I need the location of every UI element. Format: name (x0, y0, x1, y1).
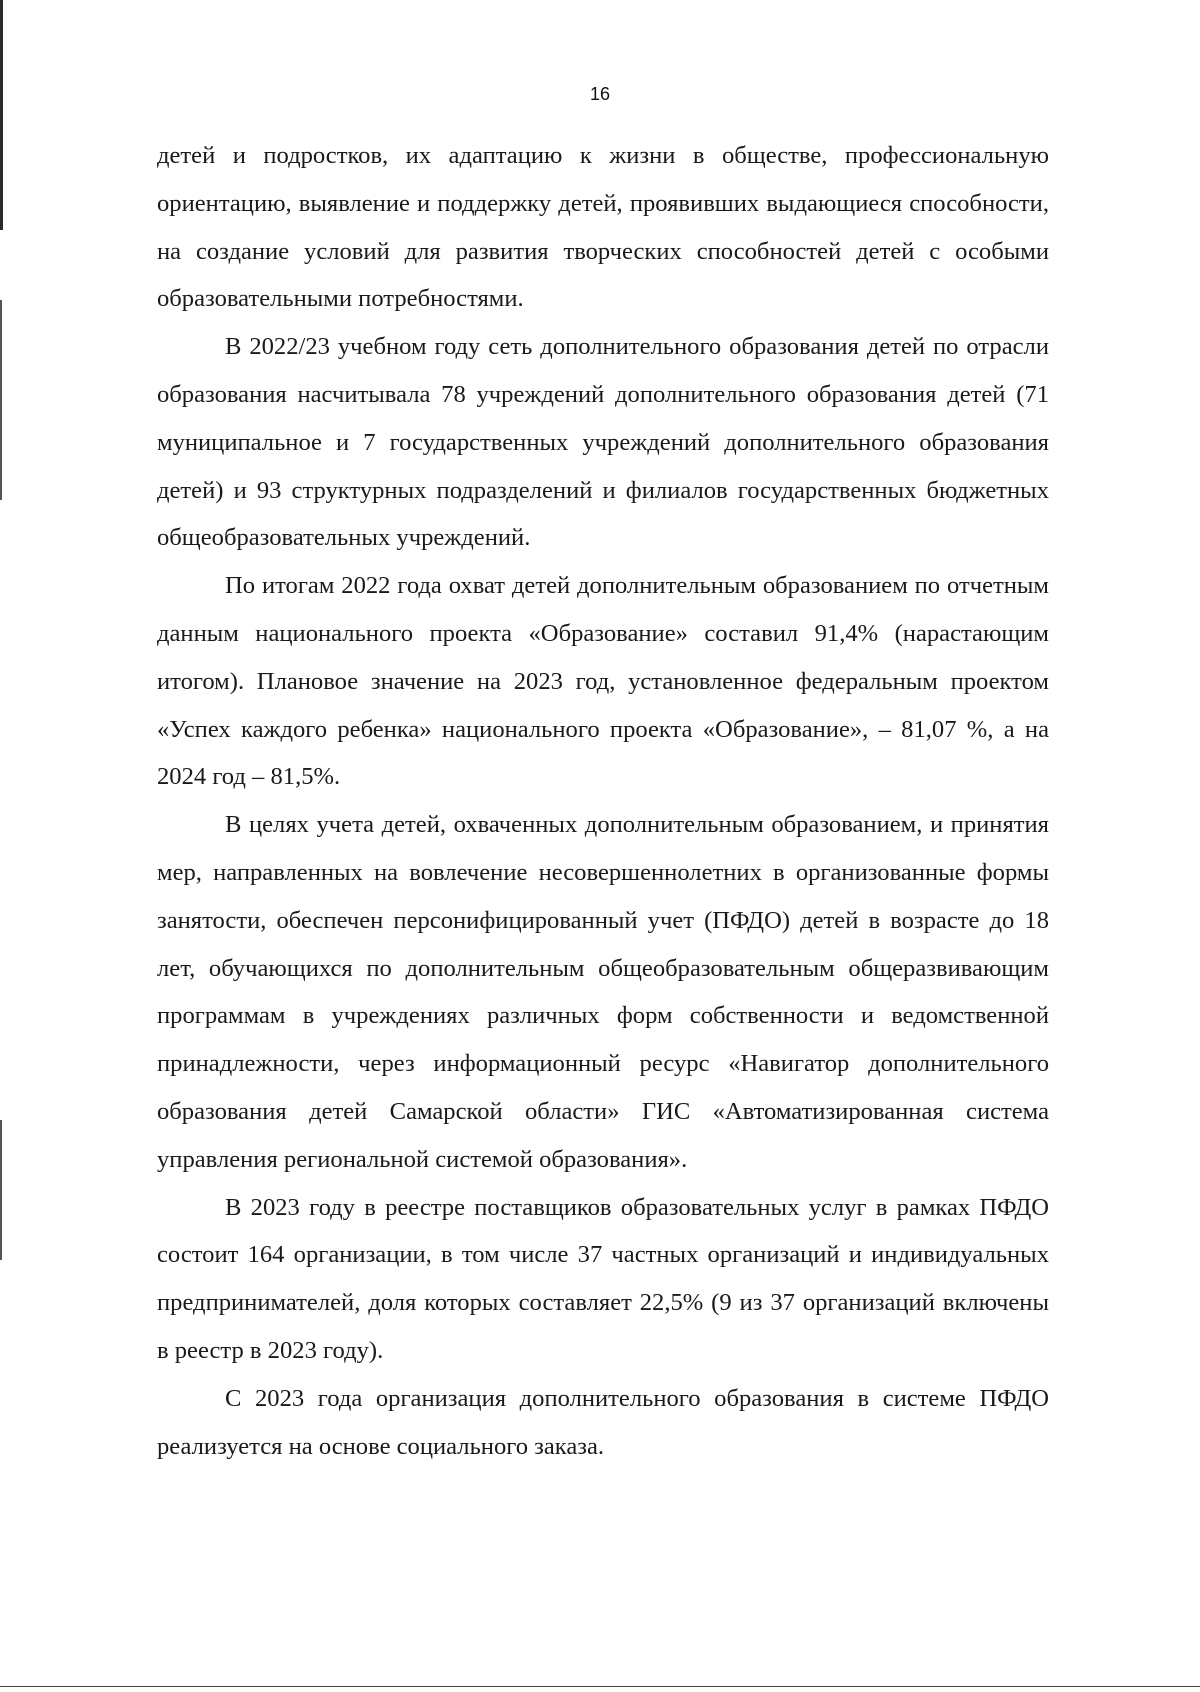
scan-bottom-edge (0, 1686, 1200, 1687)
document-body (157, 132, 1049, 1470)
scan-edge-mark (0, 1120, 2, 1260)
paragraph-continuation: детей и подростков, их адаптацию к жизни в обществе, профессиональную ориентацию, выявление и поддержку детей, проявивших выдающиеся способности, на создание условий для развития творческих способностей детей с особыми образовательными потребностями. (157, 142, 1049, 313)
page-number: 16 (589, 84, 611, 104)
scan-edge-mark (0, 0, 3, 230)
paragraph-personalized-accounting: В целях учета детей, охваченных дополнительным образованием, и принятия мер, направленных на вовлечение несовершеннолетних в организованные формы занятости, обеспечен персонифицированный учет (ПФДО) детей в возрасте до 18 лет, обучающихся по дополнительным общеобразовательным общеразвивающим программам в учреждениях различных форм собственности и ведомственной принадлежности, через информационный ресурс «Навигатор дополнительного образования детей Самарской области» ГИС «Автоматизированная система управления региональной системой образования». (157, 811, 1049, 1173)
paragraph-coverage-results: По итогам 2022 года охват детей дополнительным образованием по отчетным данным национального проекта «Образование» составил 91,4% (нарастающим итогом). Плановое значение на 2023 год, установленное федеральным проектом «Успех каждого ребенка» национального проекта «Образование», – 81,07 %, а на 2024 год – 81,5%. (157, 572, 1049, 791)
scan-edge-mark (0, 300, 2, 500)
paragraph-provider-registry: В 2023 году в реестре поставщиков образовательных услуг в рамках ПФДО состоит 164 организации, в том числе 37 частных организаций и индивидуальных предпринимателей, доля которых составляет 22,5% (9 из 37 организаций включены в реестр в 2023 году). (157, 1193, 1049, 1364)
paragraph-social-order: С 2023 года организация дополнительного образования в системе ПФДО реализуется на основе социального заказа. (157, 1384, 1049, 1460)
paragraph-network-institutions: В 2022/23 учебном году сеть дополнительного образования детей по отрасли образования насчитывала 78 учреждений дополнительного образования детей (71 муниципальное и 7 государственных учреждений дополнительного образования детей) и 93 структурных подразделений и филиалов государственных бюджетных общеобразовательных учреждений. (157, 333, 1049, 552)
